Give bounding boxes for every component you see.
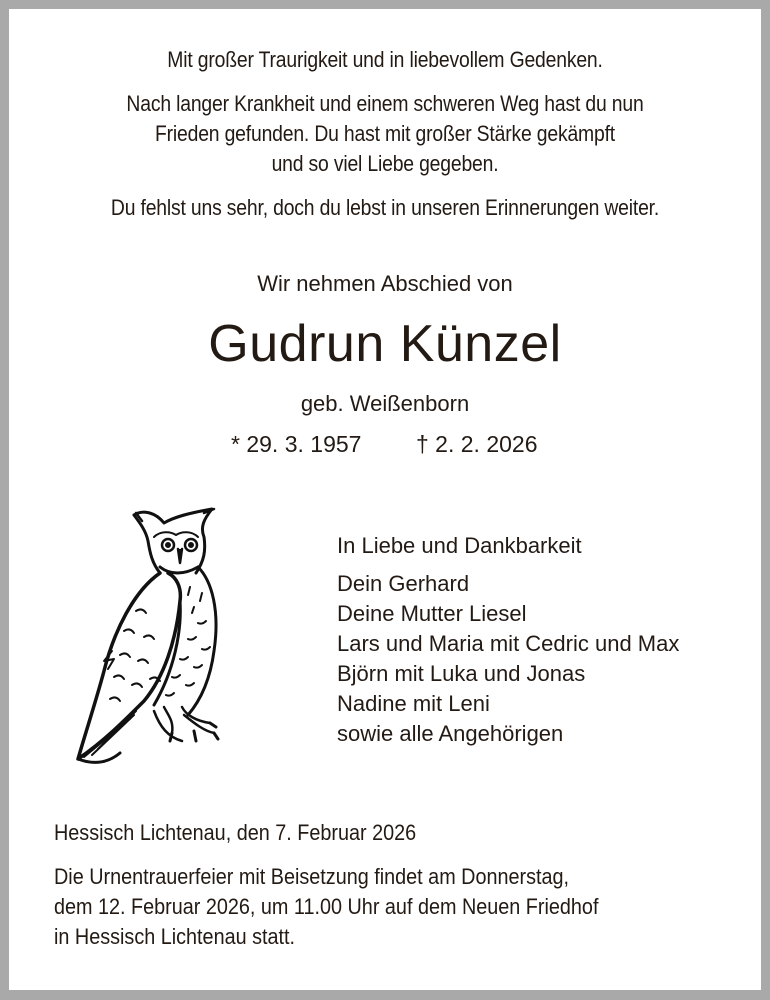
place-and-date: Hessisch Lichtenau, den 7. Februar 2026 (54, 820, 417, 845)
farewell-heading: Wir nehmen Abschied von (257, 271, 513, 296)
owl-icon (64, 501, 239, 769)
family-member: Dein Gerhard (337, 571, 470, 596)
family-member: Nadine mit Leni (337, 691, 490, 716)
intro-line-1: Mit großer Traurigkeit und in liebevollem Gedenken. (167, 47, 603, 72)
birth-date: * 29. 3. 1957 (231, 431, 362, 457)
family-block (337, 533, 679, 749)
intro-paragraph-2: Nach langer Krankheit und einem schweren Weg hast du nun Frieden gefunden. Du hast mit großer Stärke gekämpft und so viel Liebe gegeben. (126, 91, 644, 176)
family-member: Deine Mutter Liesel (337, 601, 527, 626)
death-date: † 2. 2. 2026 (416, 431, 538, 457)
deceased-name: Gudrun Künzel (208, 315, 562, 373)
intro-line-3: Du fehlst uns sehr, doch du lebst in unseren Erinnerungen weiter. (110, 195, 660, 220)
family-member: sowie alle Angehörigen (337, 721, 564, 746)
maiden-name: geb. Weißenborn (300, 391, 470, 416)
obituary-card (9, 9, 761, 990)
family-member: Lars und Maria mit Cedric und Max (337, 631, 680, 656)
ceremony-notice: Die Urnentrauerfeier mit Beisetzung findet am Donnerstag, dem 12. Februar 2026, um 11.00 Uhr auf dem Neuen Friedhof in Hessisch Lichtenau statt. (54, 864, 599, 949)
thanks-line: In Liebe und Dankbarkeit (337, 533, 582, 558)
family-member: Björn mit Luka und Jonas (337, 661, 586, 686)
